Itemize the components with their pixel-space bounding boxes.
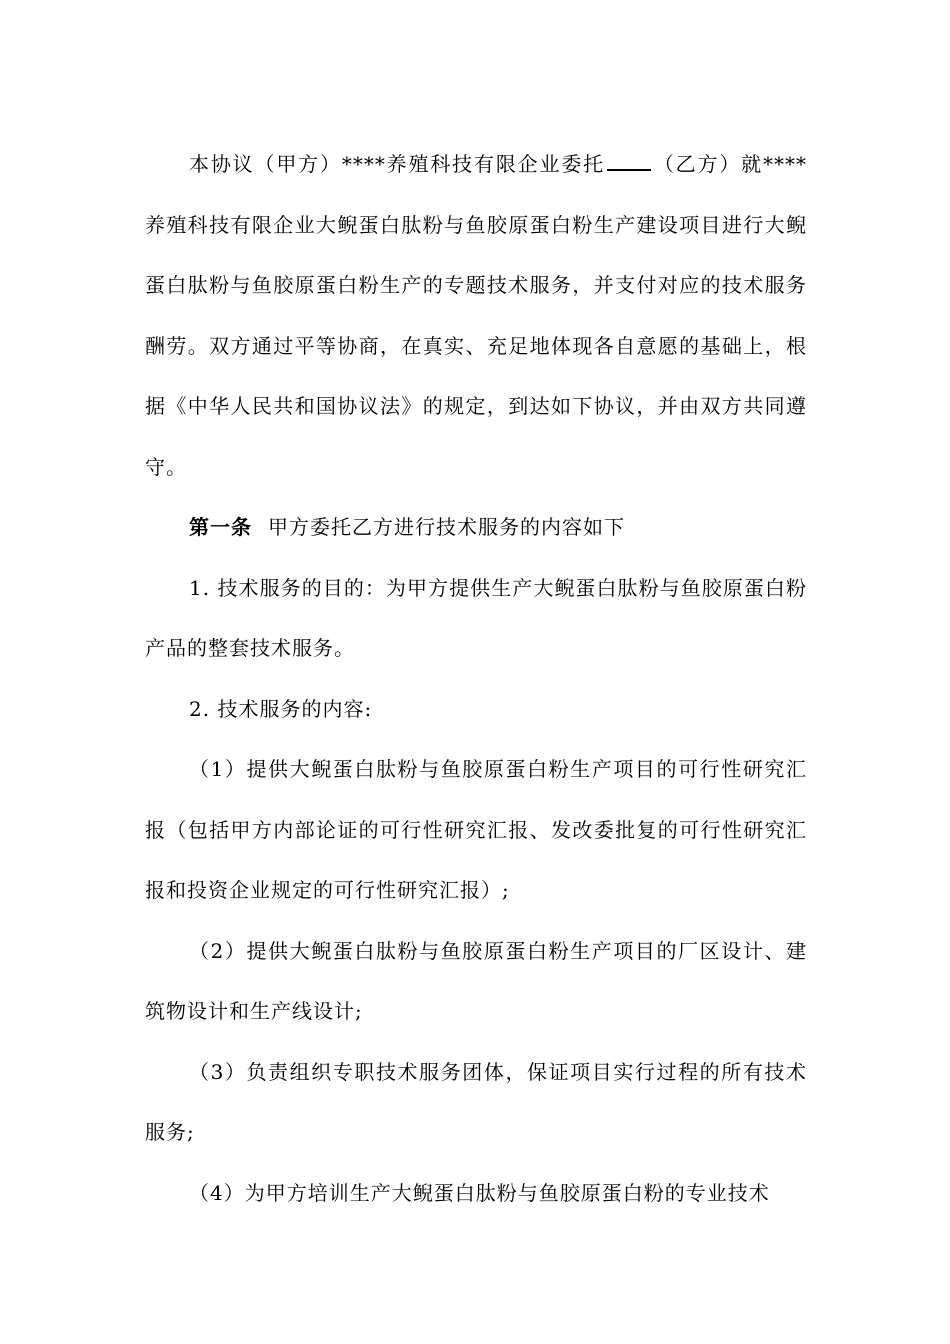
party-b-blank <box>607 151 651 171</box>
list-item-content-heading: 2. 技术服务的内容: <box>189 696 373 721</box>
article-1-heading <box>145 497 807 558</box>
list-item-plant-design: （2）提供大鲵蛋白肽粉与鱼胶原蛋白粉生产项目的厂区设计、建筑物设计和生产线设计; <box>145 938 807 1023</box>
article-1-title: 甲方委托乙方进行技术服务的内容如下 <box>268 515 625 539</box>
article-1-number: 第一条 <box>189 515 252 539</box>
list-item-purpose: 1. 技术服务的目的：为甲方提供生产大鲵蛋白肽粉与鱼胶原蛋白粉产品的整套技术服务。 <box>145 575 807 660</box>
intro-text-part1: 本协议（甲方）****养殖科技有限企业委托 <box>189 152 605 176</box>
intro-paragraph <box>145 134 807 497</box>
list-item-feasibility-report: （1）提供大鲵蛋白肽粉与鱼胶原蛋白粉生产项目的可行性研究汇报（包括甲方内部论证的可行性研究汇报、发改委批复的可行性研究汇报和投资企业规定的可行性研究汇报）; <box>145 757 807 902</box>
document-body <box>145 134 807 1223</box>
list-item-training: （4）为甲方培训生产大鲵蛋白肽粉与鱼胶原蛋白粉的专业技术 <box>189 1180 770 1205</box>
intro-text-part2: （乙方）就****养殖科技有限企业大鲵蛋白肽粉与鱼胶原蛋白粉生产建设项目进行大鲵蛋白肽粉与鱼胶原蛋白粉生产的专题技术服务，并支付对应的技术服务酬劳。双方通过平等协商，在真实、充足地体现各自意愿的基础上，根据《中华人民共和国协议法》的规定，到达如下协议，并由双方共同遵守。 <box>145 152 808 479</box>
list-item-service-team: （3）负责组织专职技术服务团体，保证项目实行过程的所有技术服务; <box>145 1059 807 1144</box>
